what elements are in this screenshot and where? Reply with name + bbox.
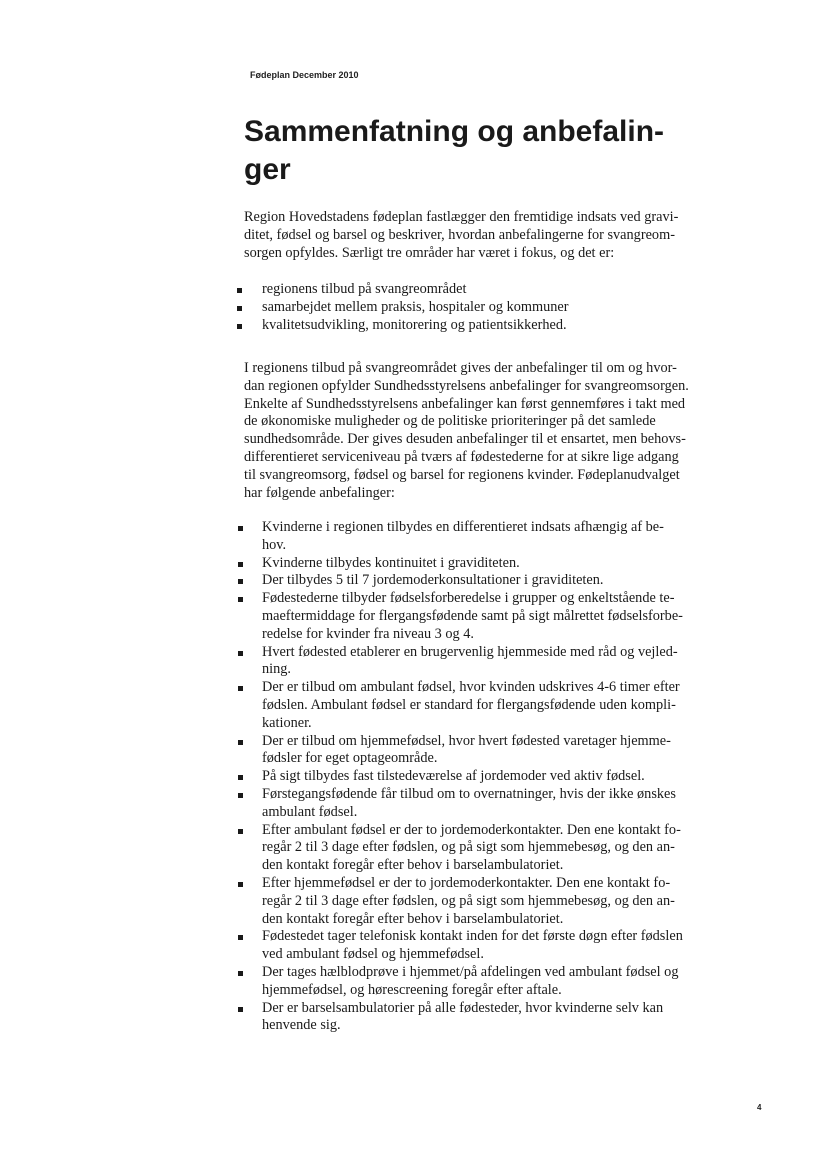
list-item-text: Kvinderne i regionen tilbydes en differentieret indsats afhængig af be- <box>262 519 664 535</box>
list-item <box>262 768 683 786</box>
list-item <box>262 281 569 299</box>
list-item-text: Fødestedet tager telefonisk kontakt inden for det første døgn efter fødslen <box>262 928 683 945</box>
title-line: ger <box>244 153 291 186</box>
square-bullet-icon <box>238 1007 243 1012</box>
list-item <box>262 644 683 680</box>
list-item <box>262 928 683 964</box>
list-item-text: maeftermiddage for flergangsfødende samt på sigt målrettet fødselsforbe- <box>262 607 683 624</box>
running-header: Fødeplan December 2010 <box>250 70 359 80</box>
list-item-text: regionens tilbud på svangreområdet <box>262 281 467 297</box>
square-bullet-icon <box>238 686 243 691</box>
list-item-text: Der tages hælblodprøve i hjemmet/på afdelingen ved ambulant fødsel og <box>262 963 679 980</box>
text-line: sorgen opfyldes. Særligt tre områder har været i fokus, og det er: <box>244 244 615 261</box>
square-bullet-icon <box>237 324 242 329</box>
square-bullet-icon <box>238 882 243 887</box>
text-line: I regionens tilbud på svangreområdet gives der anbefalinger til om og hvor- <box>244 360 677 376</box>
list-item-text: ning. <box>262 661 291 678</box>
list-item-text: Efter ambulant fødsel er der to jordemoderkontakter. Den ene kontakt fo- <box>262 821 681 838</box>
recommendations-list <box>262 519 683 1035</box>
page-number: 4 <box>757 1103 762 1112</box>
list-item <box>262 733 683 769</box>
list-item-text: fødsler for eget optageområde. <box>262 750 438 767</box>
list-item-text: Førstegangsfødende får tilbud om to overnatninger, hvis der ikke ønskes <box>262 785 676 802</box>
text-line: dan regionen opfylder Sundhedsstyrelsens anbefalinger for svangreomsorgen. <box>244 377 689 394</box>
square-bullet-icon <box>238 793 243 798</box>
list-item <box>262 590 683 643</box>
list-item <box>262 679 683 732</box>
list-item-text: ved ambulant fødsel og hjemmefødsel. <box>262 946 484 963</box>
square-bullet-icon <box>237 306 242 311</box>
text-line: har følgende anbefalinger: <box>244 484 395 501</box>
list-item-text: hov. <box>262 536 287 553</box>
text-line: sundhedsområde. Der gives desuden anbefalinger til et ensartet, men behovs- <box>244 431 686 448</box>
square-bullet-icon <box>238 597 243 602</box>
text-line: ditet, fødsel og barsel og beskriver, hvordan anbefalingerne for svangreom- <box>244 226 675 243</box>
square-bullet-icon <box>237 288 242 293</box>
square-bullet-icon <box>238 935 243 940</box>
list-item-text: redelse for kvinder fra niveau 3 og 4. <box>262 625 474 642</box>
square-bullet-icon <box>238 775 243 780</box>
list-item-text: regår 2 til 3 dage efter fødslen, og på sigt som hjemmebesøg, og den an- <box>262 892 675 909</box>
list-item <box>262 875 683 928</box>
list-item-text: kvalitetsudvikling, monitorering og patientsikkerhed. <box>262 316 567 333</box>
intro-paragraph <box>244 209 678 262</box>
list-item-text: Der er tilbud om hjemmefødsel, hvor hvert fødested varetager hjemme- <box>262 732 671 749</box>
text-line: Enkelte af Sundhedsstyrelsens anbefalinger kan først gennemføres i takt med <box>244 395 686 412</box>
square-bullet-icon <box>238 651 243 656</box>
list-item <box>262 299 569 317</box>
list-item-text: Der er tilbud om ambulant fødsel, hvor kvinden udskrives 4-6 timer efter <box>262 679 680 696</box>
square-bullet-icon <box>238 562 243 567</box>
list-item-text: ambulant fødsel. <box>262 803 358 820</box>
list-item <box>262 1000 683 1036</box>
list-item-text: hjemmefødsel, og hørescreening foregår efter aftale. <box>262 981 562 998</box>
list-item-text: Efter hjemmefødsel er der to jordemoderkontakter. Den ene kontakt fo- <box>262 874 671 891</box>
list-item <box>262 786 683 822</box>
square-bullet-icon <box>238 740 243 745</box>
list-item-text: Kvinderne tilbydes kontinuitet i graviditeten. <box>262 554 520 571</box>
focus-list <box>262 281 569 334</box>
list-item-text: Fødestederne tilbyder fødselsforberedelse i grupper og enkeltstående te- <box>262 590 675 607</box>
list-item <box>262 555 683 573</box>
square-bullet-icon <box>238 579 243 584</box>
list-item <box>262 317 569 335</box>
title-line: Sammenfatning og anbefalin- <box>244 115 665 148</box>
recommendations-intro-paragraph <box>244 360 689 502</box>
square-bullet-icon <box>238 829 243 834</box>
list-item-text: Der er barselsambulatorier på alle fødesteder, hvor kvinderne selv kan <box>262 999 664 1016</box>
text-line: differentieret serviceniveau på tværs af fødestederne for at sikre lige adgang <box>244 448 679 465</box>
page-title <box>244 113 744 189</box>
list-item-text: samarbejdet mellem praksis, hospitaler og kommuner <box>262 298 569 315</box>
list-item-text: Der tilbydes 5 til 7 jordemoderkonsultationer i graviditeten. <box>262 572 604 589</box>
list-item-text: den kontakt foregår efter behov i barselambulatoriet. <box>262 857 564 874</box>
square-bullet-icon <box>238 971 243 976</box>
text-line: Region Hovedstadens fødeplan fastlægger den fremtidige indsats ved gravi- <box>244 209 679 225</box>
list-item <box>262 519 683 555</box>
list-item-text: Hvert fødested etablerer en brugervenlig hjemmeside med råd og vejled- <box>262 643 678 660</box>
list-item-text: den kontakt foregår efter behov i barselambulatoriet. <box>262 910 564 927</box>
list-item-text: fødslen. Ambulant fødsel er standard for flergangsfødende uden kompli- <box>262 696 676 713</box>
list-item-text: kationer. <box>262 714 312 731</box>
list-item <box>262 964 683 1000</box>
text-line: til svangreomsorg, fødsel og barsel for regionens kvinder. Fødeplanudvalget <box>244 466 680 483</box>
list-item <box>262 572 683 590</box>
list-item-text: regår 2 til 3 dage efter fødslen, og på sigt som hjemmebesøg, og den an- <box>262 839 675 856</box>
list-item-text: På sigt tilbydes fast tilstedeværelse af jordemoder ved aktiv fødsel. <box>262 768 645 785</box>
text-line: de økonomiske muligheder og de politiske prioriteringer på det samlede <box>244 413 656 430</box>
list-item <box>262 822 683 875</box>
square-bullet-icon <box>238 526 243 531</box>
list-item-text: henvende sig. <box>262 1017 341 1034</box>
